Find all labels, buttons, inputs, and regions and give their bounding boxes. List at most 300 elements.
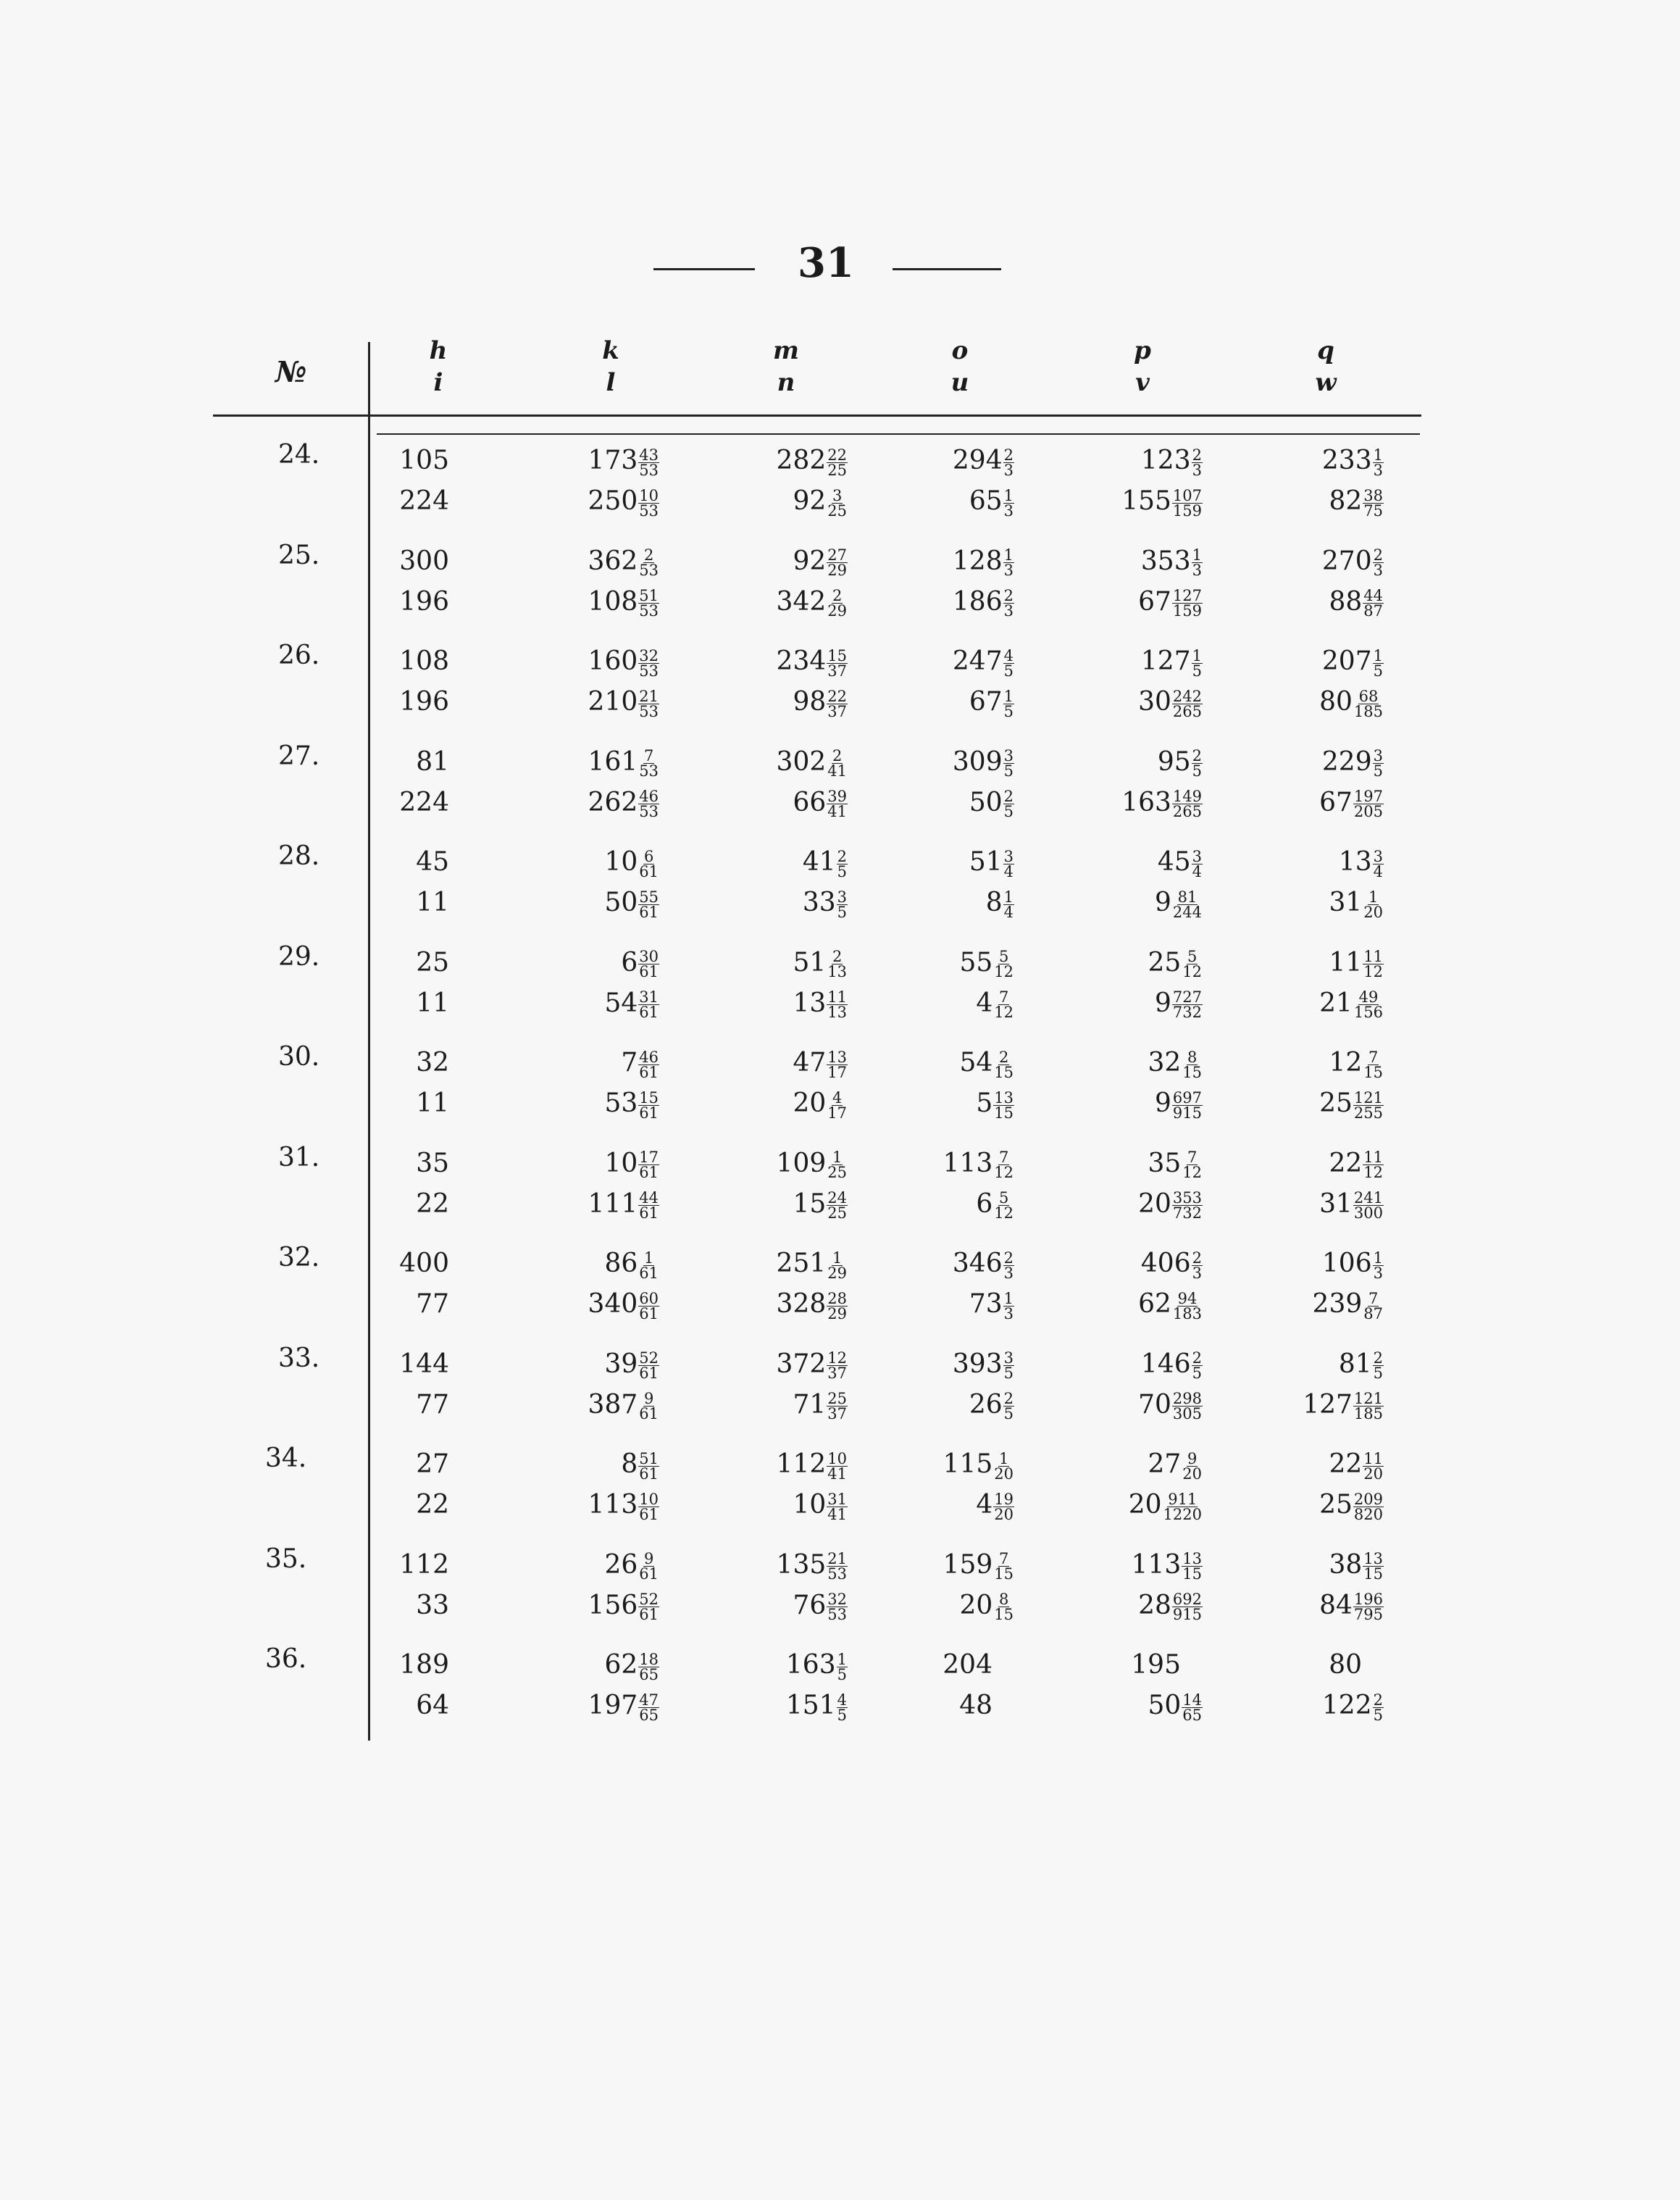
table-cell bbox=[826, 1490, 1014, 1522]
whole-part: 92 bbox=[793, 546, 827, 576]
table-cell bbox=[826, 587, 1014, 619]
denominator: 61 bbox=[639, 1464, 659, 1483]
numerator: 197 bbox=[1353, 788, 1383, 805]
column-header-top: h bbox=[429, 336, 448, 365]
numerator: 51 bbox=[639, 1449, 659, 1467]
numerator: 2 bbox=[1003, 1390, 1014, 1407]
denominator: 5 bbox=[1003, 1364, 1014, 1382]
fraction bbox=[1003, 1351, 1014, 1380]
whole-part: 33 bbox=[416, 1590, 449, 1620]
numerator: 2 bbox=[1192, 446, 1202, 464]
fraction bbox=[1373, 646, 1384, 680]
table-cell bbox=[471, 1650, 659, 1682]
numerator: 1 bbox=[1003, 486, 1014, 504]
numerator: 21 bbox=[827, 1550, 847, 1567]
table-cell bbox=[1014, 646, 1203, 678]
fraction bbox=[1363, 949, 1384, 979]
denominator: 15 bbox=[994, 1606, 1014, 1623]
denominator: 159 bbox=[1172, 602, 1202, 620]
whole-part: 163 bbox=[1121, 787, 1171, 817]
table-cell bbox=[261, 1550, 449, 1580]
whole-part: 196 bbox=[399, 586, 449, 617]
table-cell bbox=[826, 747, 1014, 779]
table-cell bbox=[261, 1289, 449, 1319]
table-cell bbox=[261, 988, 449, 1018]
table-cell bbox=[826, 546, 1014, 578]
column-header-top: o bbox=[951, 336, 969, 365]
fraction bbox=[1363, 1050, 1384, 1080]
denominator: 156 bbox=[1353, 1004, 1383, 1021]
table-cell bbox=[1195, 1048, 1384, 1080]
whole-part: 4 bbox=[976, 988, 993, 1018]
numerator: 51 bbox=[639, 587, 659, 604]
fraction bbox=[638, 1050, 659, 1080]
column-header-bottom: u bbox=[950, 368, 969, 397]
table-cell bbox=[659, 847, 848, 879]
numerator: 46 bbox=[639, 1048, 659, 1066]
numerator: 68 bbox=[1358, 687, 1379, 705]
whole-part: 123 bbox=[1140, 446, 1191, 475]
fraction bbox=[638, 890, 659, 920]
numerator: 727 bbox=[1172, 988, 1202, 1006]
fraction bbox=[1003, 488, 1014, 518]
fraction bbox=[638, 548, 659, 578]
whole-part: 224 bbox=[399, 787, 449, 817]
whole-part: 55 bbox=[959, 947, 993, 978]
table-cell bbox=[1195, 1088, 1384, 1120]
table-cell bbox=[471, 687, 659, 719]
table-cell bbox=[471, 747, 659, 779]
table-cell bbox=[1195, 687, 1384, 719]
numerator: 13 bbox=[994, 1088, 1014, 1107]
table-cell bbox=[1014, 1449, 1203, 1481]
table-cell bbox=[1014, 587, 1203, 619]
fraction bbox=[638, 1652, 659, 1682]
table-cell bbox=[826, 1048, 1014, 1080]
denominator: 12 bbox=[994, 963, 1014, 980]
table-cell bbox=[1014, 988, 1203, 1020]
denominator: 305 bbox=[1172, 1405, 1202, 1422]
numerator: 2 bbox=[837, 847, 847, 865]
column-header bbox=[1253, 335, 1398, 399]
numerator: 2 bbox=[1192, 1249, 1202, 1267]
table-cell bbox=[659, 1249, 848, 1280]
column-header bbox=[1070, 335, 1215, 399]
numerator: 7 bbox=[643, 747, 654, 764]
fraction bbox=[1373, 849, 1384, 879]
table-cell bbox=[804, 1650, 992, 1683]
whole-part: 173 bbox=[588, 446, 638, 475]
table-cell bbox=[261, 1591, 449, 1620]
table-cell bbox=[659, 687, 848, 719]
numerator: 121 bbox=[1353, 1390, 1383, 1407]
table-cell bbox=[261, 747, 449, 777]
whole-part: 64 bbox=[416, 1691, 449, 1720]
numerator: 2 bbox=[1003, 446, 1014, 464]
numerator: 3 bbox=[1003, 747, 1014, 764]
fraction bbox=[993, 1088, 1014, 1122]
whole-part: 300 bbox=[399, 546, 449, 576]
whole-part: 340 bbox=[588, 1289, 638, 1319]
table-cell bbox=[471, 948, 659, 980]
whole-part: 113 bbox=[943, 1148, 993, 1178]
whole-part: 13 bbox=[793, 988, 827, 1018]
denominator: 20 bbox=[1182, 1464, 1202, 1483]
denominator: 5 bbox=[1373, 762, 1383, 780]
denominator: 915 bbox=[1172, 1606, 1202, 1623]
whole-part: 20 bbox=[793, 1088, 827, 1118]
denominator: 3 bbox=[1373, 1264, 1383, 1282]
table-cell bbox=[659, 1088, 848, 1120]
fraction bbox=[638, 789, 659, 819]
whole-part: 35 bbox=[1148, 1148, 1182, 1178]
whole-part: 20 bbox=[959, 1590, 993, 1620]
numerator: 121 bbox=[1353, 1088, 1383, 1107]
denominator: 3 bbox=[1003, 501, 1014, 520]
whole-part: 11 bbox=[416, 1088, 449, 1118]
whole-part: 20 bbox=[1138, 1188, 1171, 1219]
numerator: 1 bbox=[1192, 546, 1202, 564]
denominator: 265 bbox=[1172, 702, 1202, 720]
fraction bbox=[1363, 1551, 1384, 1581]
fraction bbox=[1003, 1391, 1014, 1421]
numerator: 209 bbox=[1353, 1490, 1383, 1508]
whole-part: 15 bbox=[793, 1188, 827, 1219]
whole-part: 189 bbox=[399, 1650, 449, 1680]
whole-part: 393 bbox=[952, 1349, 1003, 1379]
whole-part: 80 bbox=[1329, 1650, 1362, 1680]
fraction bbox=[993, 1492, 1014, 1522]
denominator: 732 bbox=[1172, 1004, 1202, 1021]
whole-part: 22 bbox=[416, 1188, 449, 1219]
fraction bbox=[1363, 1451, 1384, 1481]
fraction bbox=[993, 1551, 1014, 1581]
row-number: 30. bbox=[278, 1042, 320, 1072]
numerator: 12 bbox=[827, 1349, 847, 1367]
denominator: 5 bbox=[837, 1706, 847, 1724]
table-cell bbox=[659, 446, 848, 478]
whole-part: 71 bbox=[793, 1389, 827, 1420]
table-cell bbox=[261, 486, 449, 516]
whole-part: 41 bbox=[802, 847, 836, 877]
table-cell bbox=[471, 988, 659, 1020]
denominator: 61 bbox=[639, 1204, 659, 1222]
denominator: 53 bbox=[827, 1606, 847, 1623]
whole-part: 113 bbox=[588, 1490, 638, 1520]
row-number: 32. bbox=[278, 1243, 320, 1272]
table-cell bbox=[826, 1349, 1014, 1381]
table-cell bbox=[1195, 546, 1384, 578]
table-cell bbox=[1014, 1149, 1203, 1180]
whole-part: 25 bbox=[416, 947, 449, 978]
denominator: 5 bbox=[1003, 762, 1014, 780]
numerator: 15 bbox=[639, 1088, 659, 1107]
denominator: 4 bbox=[1003, 903, 1014, 921]
fraction bbox=[993, 1592, 1014, 1622]
whole-part: 109 bbox=[776, 1148, 827, 1178]
denominator: 53 bbox=[639, 461, 659, 479]
denominator: 12 bbox=[994, 1164, 1014, 1181]
numerator: 149 bbox=[1172, 788, 1202, 805]
whole-part: 105 bbox=[399, 446, 449, 475]
table-cell bbox=[261, 1650, 449, 1680]
table-cell bbox=[261, 948, 449, 978]
denominator: 5 bbox=[837, 1665, 847, 1683]
fraction bbox=[1363, 488, 1384, 518]
numerator: 11 bbox=[1363, 948, 1383, 965]
fraction bbox=[1353, 1391, 1384, 1421]
denominator: 5 bbox=[1003, 803, 1014, 820]
whole-part: 76 bbox=[793, 1590, 827, 1620]
left-dash bbox=[653, 268, 755, 270]
table-cell bbox=[659, 888, 848, 920]
table-cell bbox=[826, 1449, 1014, 1481]
denominator: 13 bbox=[827, 1004, 847, 1021]
table-cell bbox=[1014, 1249, 1203, 1280]
denominator: 5 bbox=[837, 862, 847, 880]
whole-part: 302 bbox=[776, 746, 827, 777]
denominator: 61 bbox=[639, 1063, 659, 1081]
denominator: 29 bbox=[827, 1304, 847, 1322]
table-cell bbox=[471, 847, 659, 879]
row-number: 27. bbox=[278, 741, 320, 771]
whole-part: 77 bbox=[416, 1389, 449, 1420]
fraction bbox=[638, 1492, 659, 1522]
numerator: 3 bbox=[832, 486, 843, 504]
numerator: 31 bbox=[827, 1490, 847, 1508]
numerator: 25 bbox=[827, 1390, 847, 1407]
fraction bbox=[638, 1451, 659, 1481]
numerator: 298 bbox=[1172, 1390, 1202, 1407]
denominator: 61 bbox=[639, 1264, 659, 1282]
table-cell bbox=[261, 888, 449, 917]
table-cell bbox=[826, 1591, 1014, 1622]
denominator: 61 bbox=[639, 963, 659, 980]
denominator: 65 bbox=[1182, 1706, 1202, 1724]
column-header-bottom: l bbox=[606, 368, 616, 397]
numerator: 3 bbox=[837, 888, 847, 906]
denominator: 29 bbox=[827, 602, 847, 620]
table-cell bbox=[826, 1189, 1014, 1221]
numerator: 60 bbox=[639, 1289, 659, 1307]
whole-part: 233 bbox=[1321, 446, 1372, 475]
whole-part: 406 bbox=[1140, 1249, 1191, 1278]
fraction bbox=[1373, 1251, 1384, 1280]
numerator: 13 bbox=[1363, 1550, 1383, 1567]
whole-part: 11 bbox=[416, 888, 449, 917]
whole-part: 9 bbox=[1155, 988, 1171, 1018]
table-cell bbox=[471, 546, 659, 578]
whole-part: 270 bbox=[1321, 546, 1372, 576]
fraction bbox=[1353, 1088, 1384, 1122]
table-cell bbox=[261, 1691, 449, 1720]
table-cell bbox=[261, 1390, 449, 1420]
column-header bbox=[538, 335, 683, 399]
table-cell bbox=[1014, 847, 1203, 879]
whole-part: 10 bbox=[604, 847, 638, 877]
fraction bbox=[638, 749, 659, 778]
numerator: 1 bbox=[1373, 1249, 1383, 1267]
whole-part: 22 bbox=[416, 1490, 449, 1520]
whole-part: 309 bbox=[952, 746, 1003, 777]
denominator: 53 bbox=[639, 762, 659, 780]
fraction bbox=[993, 1050, 1014, 1080]
fraction bbox=[1003, 849, 1014, 879]
whole-part: 67 bbox=[1138, 586, 1171, 617]
whole-part: 31 bbox=[1329, 888, 1363, 917]
whole-part: 26 bbox=[969, 1389, 1003, 1420]
denominator: 12 bbox=[994, 1004, 1014, 1021]
numerator: 2 bbox=[1373, 1691, 1383, 1709]
row-number: 26. bbox=[278, 641, 320, 670]
denominator: 87 bbox=[1363, 1304, 1383, 1322]
denominator: 255 bbox=[1353, 1104, 1383, 1122]
numerator: 107 bbox=[1172, 486, 1202, 504]
fraction bbox=[638, 1191, 659, 1220]
whole-part: 10 bbox=[604, 1148, 638, 1178]
table-cell bbox=[471, 788, 659, 820]
row-number: 35. bbox=[265, 1543, 307, 1574]
whole-part: 81 bbox=[416, 746, 449, 777]
table-cell bbox=[1195, 1550, 1384, 1582]
denominator: 25 bbox=[827, 1164, 847, 1181]
table-cell bbox=[659, 587, 848, 619]
numerator: 1 bbox=[1373, 646, 1383, 664]
whole-part: 229 bbox=[1321, 746, 1372, 777]
row-number: 25. bbox=[278, 540, 320, 570]
fraction bbox=[1003, 646, 1014, 680]
header-rule bbox=[213, 414, 1421, 417]
denominator: 29 bbox=[827, 1264, 847, 1282]
numerator: 55 bbox=[639, 888, 659, 906]
denominator: 159 bbox=[1172, 501, 1202, 520]
whole-part: 262 bbox=[588, 787, 638, 817]
numerator: 24 bbox=[827, 1189, 847, 1207]
whole-part: 127 bbox=[1303, 1389, 1353, 1420]
row-number: 31. bbox=[278, 1142, 320, 1172]
table-cell bbox=[659, 1390, 848, 1422]
denominator: 15 bbox=[1363, 1565, 1383, 1583]
numerator: 3 bbox=[1003, 1349, 1014, 1367]
denominator: 87 bbox=[1363, 602, 1383, 620]
numerator: 1 bbox=[643, 1249, 654, 1267]
whole-part: 155 bbox=[1121, 486, 1171, 516]
fraction bbox=[1373, 1351, 1384, 1380]
table-cell bbox=[1195, 1490, 1384, 1522]
table-cell bbox=[261, 1249, 449, 1278]
whole-part: 239 bbox=[1312, 1289, 1363, 1319]
denominator: 61 bbox=[639, 1304, 659, 1322]
whole-part: 73 bbox=[969, 1289, 1003, 1319]
table-cell bbox=[1195, 1591, 1384, 1622]
fraction bbox=[1373, 1693, 1384, 1722]
whole-part: 6 bbox=[976, 1188, 993, 1219]
fraction bbox=[1353, 990, 1384, 1020]
header-rule-secondary bbox=[377, 433, 1420, 435]
fraction bbox=[638, 689, 659, 719]
denominator: 12 bbox=[1363, 1164, 1383, 1181]
table-cell bbox=[261, 1048, 449, 1078]
numerator: 911 bbox=[1168, 1490, 1198, 1508]
denominator: 15 bbox=[1182, 1063, 1202, 1081]
numerator: 13 bbox=[827, 1048, 847, 1066]
table-cell bbox=[826, 1149, 1014, 1180]
numerator: 9 bbox=[643, 1550, 654, 1567]
numerator: 1 bbox=[1003, 888, 1014, 906]
denominator: 37 bbox=[827, 1364, 847, 1382]
numerator: 18 bbox=[639, 1650, 659, 1668]
whole-part: 95 bbox=[1157, 746, 1191, 777]
numerator: 44 bbox=[639, 1189, 659, 1207]
denominator: 5 bbox=[1373, 1364, 1383, 1382]
whole-part: 108 bbox=[399, 646, 449, 676]
denominator: 12 bbox=[1363, 963, 1383, 980]
table-cell bbox=[1195, 1390, 1384, 1422]
fraction bbox=[638, 646, 659, 680]
whole-part: 67 bbox=[1319, 787, 1353, 817]
denominator: 5 bbox=[1003, 702, 1014, 720]
whole-part: 27 bbox=[416, 1449, 449, 1479]
numerator: 697 bbox=[1172, 1088, 1202, 1107]
table-cell bbox=[261, 687, 449, 717]
fraction bbox=[638, 1251, 659, 1280]
whole-part: 108 bbox=[588, 586, 638, 617]
column-header-bottom: v bbox=[1135, 368, 1150, 397]
denominator: 61 bbox=[639, 1405, 659, 1422]
numerator: 5 bbox=[998, 948, 1009, 965]
whole-part: 51 bbox=[969, 847, 1003, 877]
fraction bbox=[993, 1150, 1014, 1180]
table-cell bbox=[1195, 948, 1384, 980]
table-cell bbox=[1014, 1088, 1203, 1120]
whole-part: 54 bbox=[604, 988, 638, 1018]
table-cell bbox=[471, 1149, 659, 1180]
denominator: 3 bbox=[1003, 602, 1014, 620]
denominator: 820 bbox=[1353, 1505, 1383, 1523]
denominator: 53 bbox=[639, 562, 659, 579]
numerator: 31 bbox=[639, 988, 659, 1006]
numerator: 6 bbox=[643, 847, 654, 865]
whole-part: 294 bbox=[952, 446, 1003, 475]
numerator: 52 bbox=[639, 1591, 659, 1608]
whole-part: 163 bbox=[785, 1650, 836, 1680]
whole-part: 115 bbox=[943, 1449, 993, 1479]
table-cell bbox=[471, 1249, 659, 1280]
numerator: 1 bbox=[1373, 446, 1383, 464]
table-cell bbox=[826, 948, 1014, 980]
numerator: 11 bbox=[1363, 1449, 1383, 1467]
table-cell bbox=[1014, 1691, 1203, 1722]
table-cell bbox=[1195, 788, 1384, 820]
numerator: 7 bbox=[998, 1550, 1009, 1567]
table-cell bbox=[1014, 486, 1203, 518]
denominator: 41 bbox=[827, 1464, 847, 1483]
fraction bbox=[638, 849, 659, 879]
whole-part: 282 bbox=[776, 446, 827, 475]
fraction bbox=[638, 1351, 659, 1380]
numerator: 1 bbox=[832, 1249, 843, 1267]
table-cell bbox=[261, 1189, 449, 1219]
numerator: 8 bbox=[998, 1591, 1009, 1608]
fraction bbox=[993, 990, 1014, 1020]
whole-part: 10 bbox=[793, 1490, 827, 1520]
fraction bbox=[1353, 1191, 1384, 1220]
whole-part: 54 bbox=[959, 1048, 993, 1078]
whole-part: 82 bbox=[1329, 486, 1363, 516]
table-cell bbox=[992, 1650, 1181, 1680]
whole-part: 21 bbox=[1319, 988, 1353, 1018]
denominator: 61 bbox=[639, 1104, 659, 1122]
